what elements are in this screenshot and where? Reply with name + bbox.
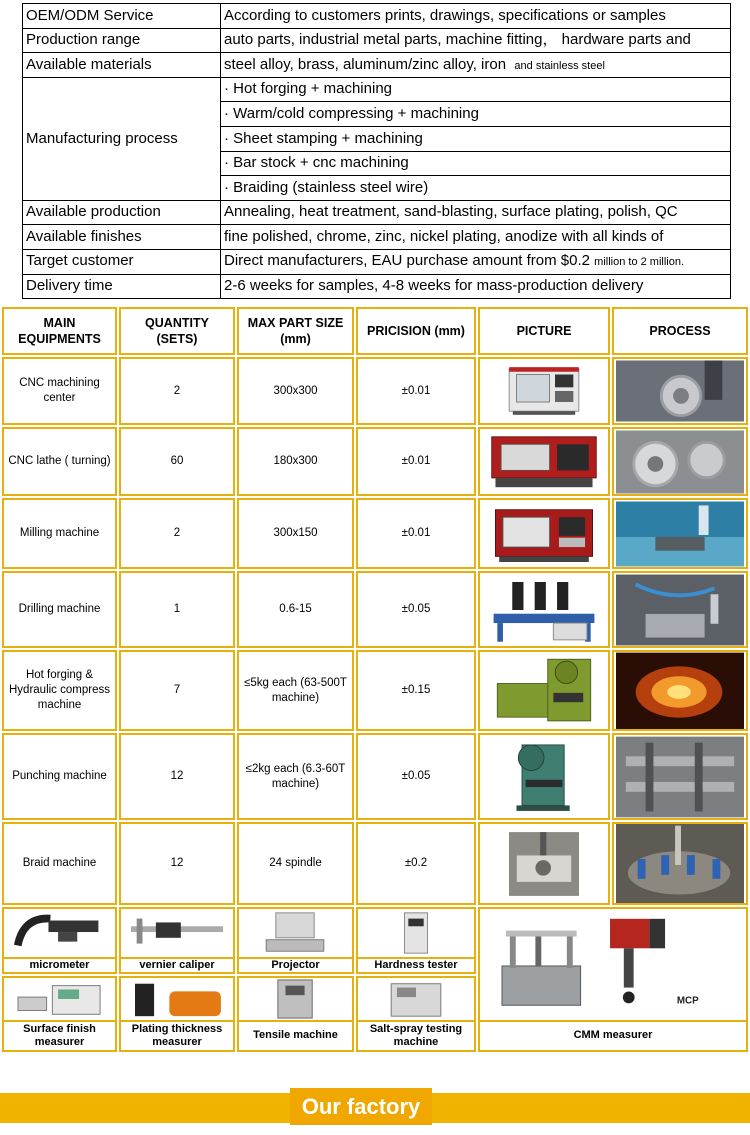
hot-forging-photo xyxy=(616,652,744,730)
braid-machine-image xyxy=(509,824,579,904)
hardness-tester-image xyxy=(356,907,476,957)
spec-row xyxy=(23,274,731,299)
spec-label: Manufacturing process xyxy=(23,77,221,200)
equipment-precision: ±0.01 xyxy=(356,498,476,569)
micrometer-icon xyxy=(4,909,115,957)
equipment-name: Drilling machine xyxy=(2,571,117,648)
salt-spray-icon xyxy=(358,978,474,1020)
equipment-size: 180x300 xyxy=(237,427,354,496)
instrument-label: Hardness tester xyxy=(356,957,476,974)
equipment-name: Milling machine xyxy=(2,498,117,569)
projector-icon xyxy=(239,909,352,957)
spec-value: 2-6 weeks for samples, 4-8 weeks for mass-production delivery xyxy=(221,274,731,299)
header-precision: PRICISION (mm) xyxy=(356,307,476,355)
header-picture: PICTURE xyxy=(478,307,610,355)
cmm-machine-icon xyxy=(480,909,746,1020)
equipment-size: 24 spindle xyxy=(237,822,354,905)
braiding-process-photo xyxy=(616,823,744,905)
equipment-picture-cell xyxy=(478,357,610,425)
spec-value-small: million to 2 million. xyxy=(594,256,685,269)
drilling-process-photo xyxy=(616,574,744,646)
equipment-qty: 12 xyxy=(119,733,235,820)
equipment-name: Hot forging & Hydraulic compress machine xyxy=(2,650,117,731)
turning-process-photo xyxy=(616,430,744,494)
punching-machine-image xyxy=(489,737,599,817)
spec-value-small: and stainless steel xyxy=(514,59,605,72)
process-photo-cell xyxy=(612,357,748,425)
instrument-label: Tensile machine xyxy=(237,1020,354,1052)
spec-label: Production range xyxy=(23,28,221,53)
equipment-size: 300x300 xyxy=(237,357,354,425)
equipment-picture-cell xyxy=(478,733,610,820)
spec-label: Available finishes xyxy=(23,225,221,250)
spec-row xyxy=(23,28,731,53)
spec-table xyxy=(22,3,731,299)
equipment-size: 0.6-15 xyxy=(237,571,354,648)
equipment-qty: 12 xyxy=(119,822,235,905)
projector-image xyxy=(237,907,354,957)
spec-value-main: Direct manufacturers, EAU purchase amount from $0.2 xyxy=(224,252,590,270)
equipment-name: CNC lathe ( turning) xyxy=(2,427,117,496)
equipment-precision: ±0.05 xyxy=(356,571,476,648)
spec-row xyxy=(23,225,731,250)
punching-process-photo xyxy=(616,736,744,818)
spec-label: OEM/ODM Service xyxy=(23,4,221,29)
instrument-label: Surface finish measurer xyxy=(2,1020,117,1052)
equipment-picture-cell xyxy=(478,571,610,648)
equipment-precision: ±0.15 xyxy=(356,650,476,731)
equipment-qty: 7 xyxy=(119,650,235,731)
equipment-qty: 2 xyxy=(119,498,235,569)
process-item: · Hot forging + machining xyxy=(221,77,731,102)
process-item: · Braiding (stainless steel wire) xyxy=(221,176,731,201)
micrometer-image xyxy=(2,907,117,957)
spec-row xyxy=(23,200,731,225)
equipment-size: ≤2kg each (6.3-60T machine) xyxy=(237,733,354,820)
cnc-lathe-image xyxy=(488,430,600,494)
forging-press-image xyxy=(488,653,600,729)
equipment-picture-cell xyxy=(478,650,610,731)
spec-value: fine polished, chrome, zinc, nickel plating, anodize with all kinds of xyxy=(221,225,731,250)
spec-value: Annealing, heat treatment, sand-blasting, surface plating, polish, QC xyxy=(221,200,731,225)
process-photo-cell xyxy=(612,498,748,569)
process-photo-cell xyxy=(612,650,748,731)
equipment-table xyxy=(0,305,750,1054)
equipment-picture-cell xyxy=(478,498,610,569)
caliper-icon xyxy=(121,909,233,957)
spec-value xyxy=(221,53,731,78)
machining-process-photo xyxy=(616,360,744,422)
cmm-measurer-image xyxy=(478,907,748,1020)
spec-value: auto parts, industrial metal parts, machine fitting， hardware parts and xyxy=(221,28,731,53)
equipment-name: Punching machine xyxy=(2,733,117,820)
spec-label: Available production xyxy=(23,200,221,225)
process-photo-cell xyxy=(612,733,748,820)
instrument-label: Projector xyxy=(237,957,354,974)
process-photo-cell xyxy=(612,571,748,648)
spec-row xyxy=(23,77,731,102)
equipment-precision: ±0.05 xyxy=(356,733,476,820)
instrument-label: vernier caliper xyxy=(119,957,235,974)
instrument-label: Salt-spray testing machine xyxy=(356,1020,476,1052)
instrument-label: micrometer xyxy=(2,957,117,974)
process-photo-cell xyxy=(612,822,748,905)
equipment-picture-cell xyxy=(478,822,610,905)
process-item: · Warm/cold compressing + machining xyxy=(221,102,731,127)
spec-value xyxy=(221,249,731,274)
header-process: PROCESS xyxy=(612,307,748,355)
equipment-name: CNC machining center xyxy=(2,357,117,425)
spec-label: Delivery time xyxy=(23,274,221,299)
spec-value: According to customers prints, drawings, specifications or samples xyxy=(221,4,731,29)
surface-finish-measurer-image xyxy=(2,976,117,1020)
equipment-qty: 60 xyxy=(119,427,235,496)
plating-thickness-measurer-image xyxy=(119,976,235,1020)
thickness-gauge-icon xyxy=(121,978,233,1020)
process-item: · Sheet stamping + machining xyxy=(221,126,731,151)
equipment-size: 300x150 xyxy=(237,498,354,569)
equipment-precision: ±0.01 xyxy=(356,427,476,496)
spec-row xyxy=(23,249,731,274)
equipment-qty: 1 xyxy=(119,571,235,648)
header-quantity: QUANTITY (SETS) xyxy=(119,307,235,355)
equipment-size: ≤5kg each (63-500T machine) xyxy=(237,650,354,731)
tensile-machine-image xyxy=(237,976,354,1020)
spec-row xyxy=(23,53,731,78)
milling-process-photo xyxy=(616,501,744,567)
instrument-label: Plating thickness measurer xyxy=(119,1020,235,1052)
instrument-label: CMM measurer xyxy=(478,1020,748,1052)
equipment-precision: ±0.2 xyxy=(356,822,476,905)
process-photo-cell xyxy=(612,427,748,496)
spec-value-main: steel alloy, brass, aluminum/zinc alloy, iron xyxy=(224,55,507,73)
equipment-name: Braid machine xyxy=(2,822,117,905)
salt-spray-tester-image xyxy=(356,976,476,1020)
header-size: MAX PART SIZE (mm) xyxy=(237,307,354,355)
equipment-picture-cell xyxy=(478,427,610,496)
process-item: · Bar stock + cnc machining xyxy=(221,151,731,176)
equipment-qty: 2 xyxy=(119,357,235,425)
spec-label: Available materials xyxy=(23,53,221,78)
equipment-precision: ±0.01 xyxy=(356,357,476,425)
cnc-machining-center-image xyxy=(489,361,599,421)
surface-tester-icon xyxy=(4,978,115,1020)
cmm-logo-text: MCP xyxy=(676,995,699,1007)
spec-label: Target customer xyxy=(23,249,221,274)
hardness-tester-icon xyxy=(358,909,474,957)
drilling-machine-image xyxy=(488,574,600,646)
vernier-caliper-image xyxy=(119,907,235,957)
header-equipment: MAIN EQUIPMENTS xyxy=(2,307,117,355)
tensile-machine-icon xyxy=(239,978,352,1020)
banner-title: Our factory xyxy=(290,1088,432,1125)
milling-machine-image xyxy=(488,501,600,567)
spec-row xyxy=(23,4,731,29)
